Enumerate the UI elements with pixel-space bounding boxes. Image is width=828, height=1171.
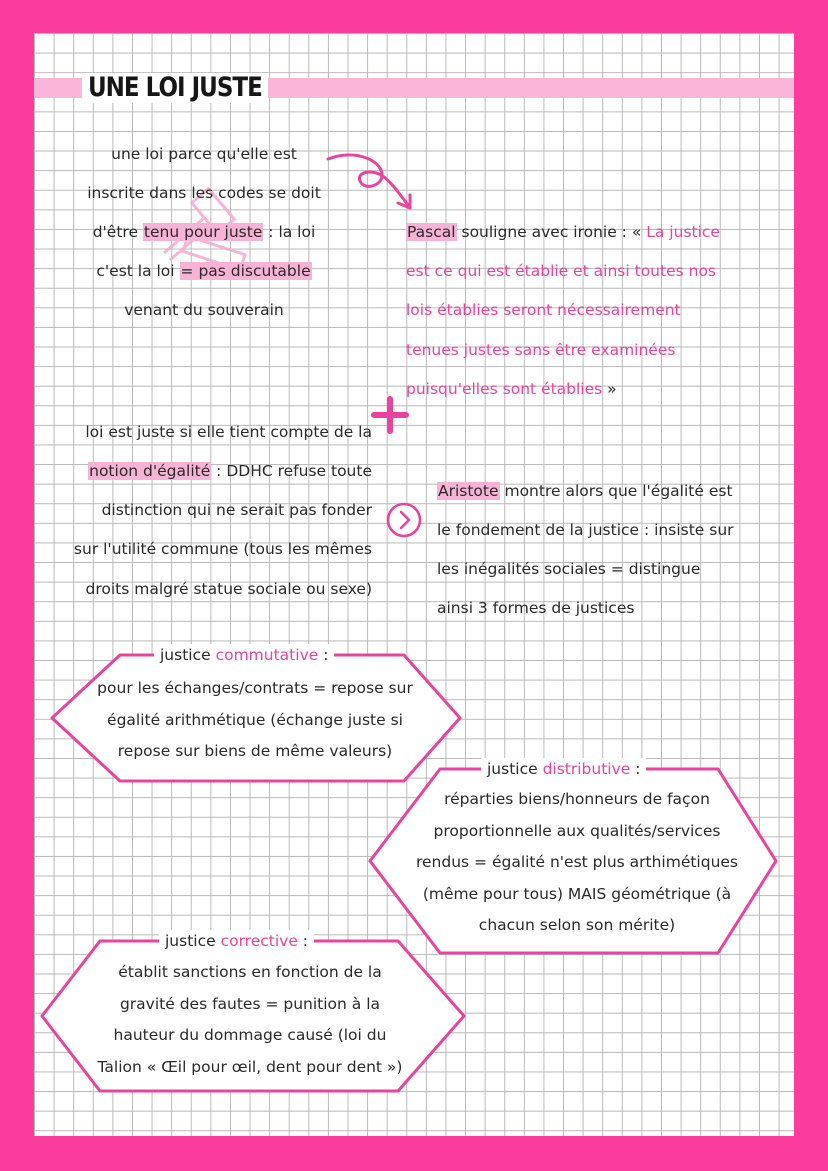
block2-line2: notion d'égalité : DDHC refuse toute <box>89 462 372 480</box>
corrective-line3: hauteur du dommage causé (loi du <box>113 1026 387 1044</box>
aristote-line4: ainsi 3 formes de justices <box>437 599 635 617</box>
block1-line5: venant du souverain <box>124 301 284 319</box>
distributive-line2: proportionnelle aux qualités/services <box>433 821 721 840</box>
distributive-label: justice distributive : <box>481 758 646 780</box>
distributive-body <box>396 784 758 942</box>
notes-sheet <box>34 33 794 1136</box>
page-title: UNE LOI JUSTE <box>82 73 268 103</box>
commutative-line1: pour les échanges/contrats = repose sur <box>97 679 413 697</box>
block1-line3: d'être tenu pour juste : la loi <box>92 223 316 241</box>
commutative-label: justice commutative : <box>154 644 334 666</box>
aristote-line3: les inégalités sociales = distingue <box>437 560 701 578</box>
block2-line5: droits malgré statue sociale ou sexe) <box>85 580 372 598</box>
commutative-line3: repose sur biens de même valeurs) <box>117 742 393 760</box>
aristote-line1: Aristote montre alors que l'égalité est <box>438 482 733 500</box>
pascal-line4: tenues justes sans être examinées <box>406 341 676 359</box>
distributive-line4: (même pour tous) MAIS géométrique (à <box>422 884 732 903</box>
block2-line1: loi est juste si elle tient compte de la <box>85 423 372 441</box>
corrective-body <box>70 957 430 1083</box>
corrective-line4: Talion « Œil pour œil, dent pour dent ») <box>97 1057 403 1076</box>
pascal-line3: lois établies seront nécessairement <box>406 301 681 319</box>
distributive-line5: chacun selon son mérite) <box>478 916 676 934</box>
pascal-line2: est ce qui est établie et ainsi toutes nos <box>406 262 716 280</box>
block2-line3: distinction qui ne serait pas fonder <box>101 501 372 519</box>
pascal-line5: puisqu'elles sont établies » <box>406 380 617 398</box>
block1-line1: une loi parce qu'elle est <box>111 145 297 163</box>
corrective-line1: établit sanctions en fonction de la <box>118 963 382 981</box>
block2-line4: sur l'utilité commune (tous les mêmes <box>73 540 372 558</box>
corrective-label: justice corrective : <box>159 930 314 952</box>
distributive-line1: réparties biens/honneurs de façon <box>444 790 710 808</box>
pascal-line1: Pascal souligne avec ironie : « La justice <box>407 223 720 241</box>
block1-line2: inscrite dans les codes se doit <box>87 184 321 202</box>
commutative-line2: égalité arithmétique (échange juste si <box>107 710 403 729</box>
block1-line4: c'est la loi = pas discutable <box>96 262 311 280</box>
commutative-body <box>80 673 430 768</box>
corrective-line2: gravité des fautes = punition à la <box>119 994 381 1013</box>
aristote-line2: le fondement de la justice : insiste sur <box>437 521 734 539</box>
distributive-line3: rendus = égalité n'est plus arthimétiques <box>415 853 739 871</box>
